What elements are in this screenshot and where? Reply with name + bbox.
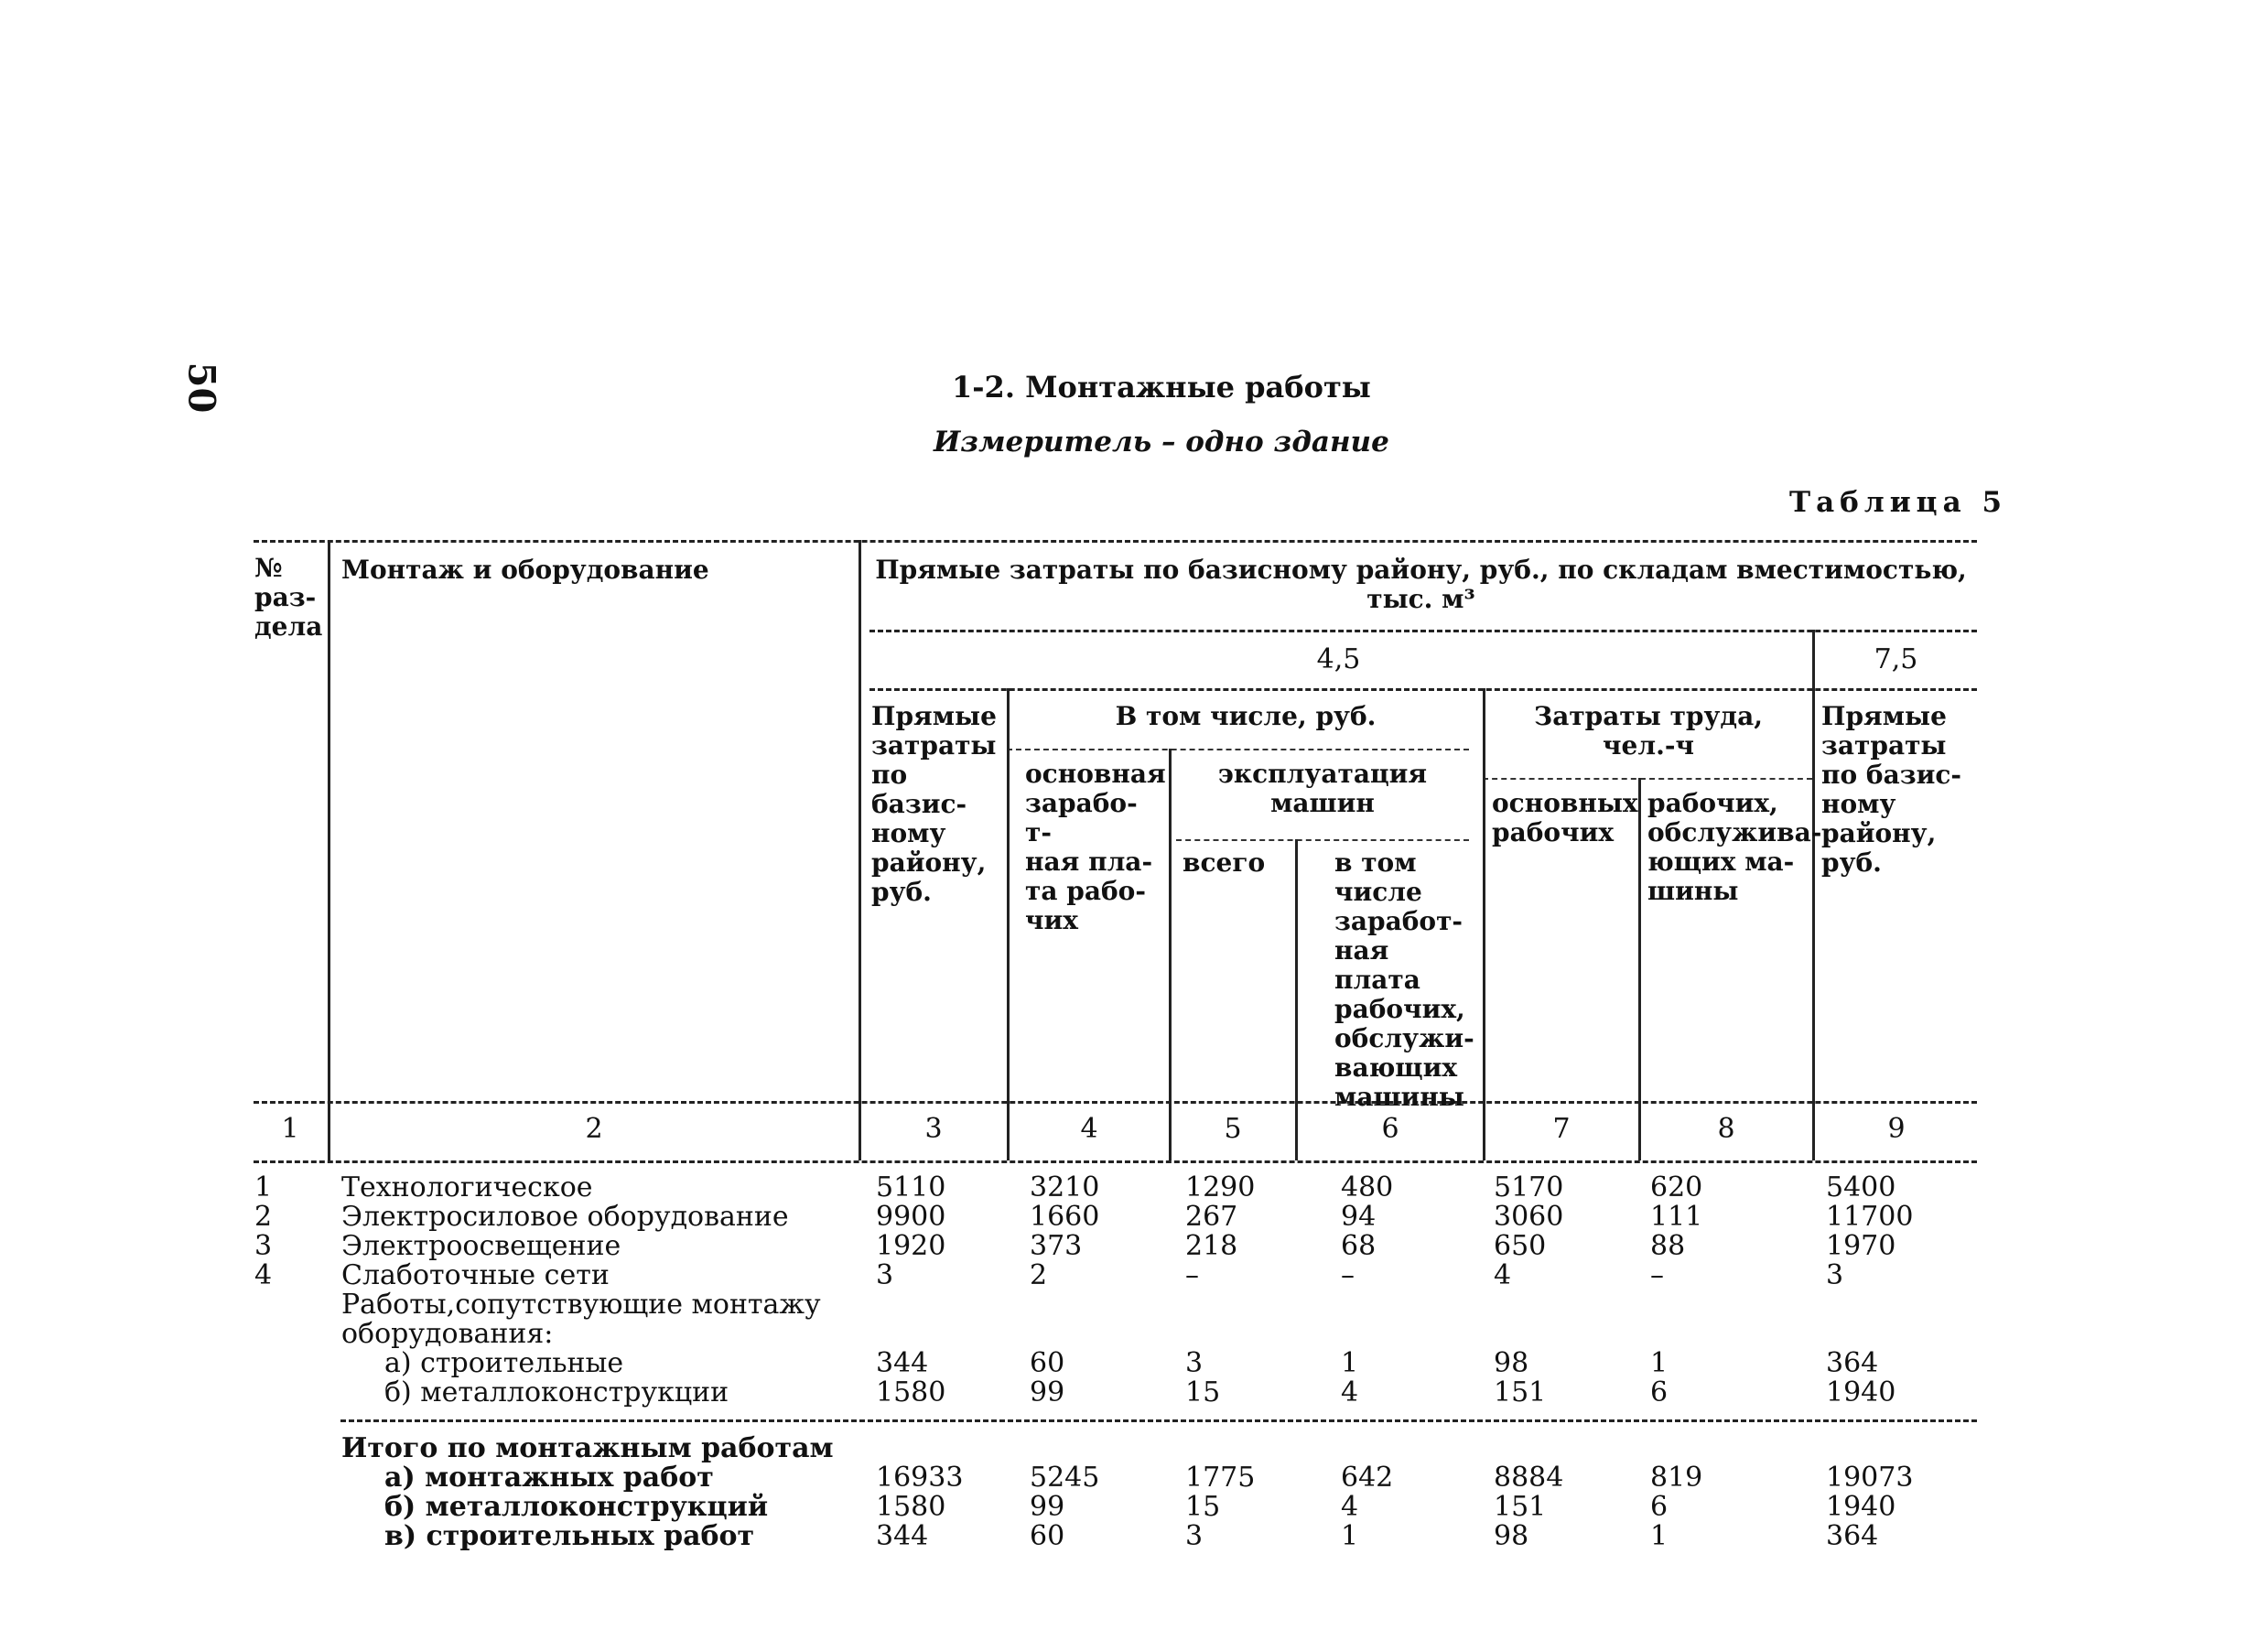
totals-label: Итого по монтажным работам <box>341 1432 834 1464</box>
header-direct-costs-group: Прямые затраты по базисному району, руб., по складам вместимостью, тыс. м³ <box>875 555 1967 614</box>
colnum-9: 9 <box>1887 1113 1906 1145</box>
header-col5: всего <box>1183 847 1266 878</box>
colnum-3: 3 <box>924 1113 943 1145</box>
header-col9: Прямые затраты по базис- ному району, руб. <box>1821 701 1962 878</box>
table-label: Таблица 5 <box>1789 486 2008 519</box>
header-machines: эксплуатация машин <box>1217 759 1428 818</box>
header-capacity-4-5: 4,5 <box>1316 643 1361 675</box>
header-col3: Прямые затраты по базис- ному району, руб. <box>871 701 997 907</box>
measure-subtitle: Измеритель – одно здание <box>934 426 1389 459</box>
colnum-5: 5 <box>1224 1113 1242 1145</box>
header-col7: основных рабочих <box>1492 788 1638 847</box>
header-col8: рабочих, обслужива- ющих ма- шины <box>1647 788 1822 906</box>
header-including: В том числе, руб. <box>1115 701 1377 731</box>
colnum-6: 6 <box>1381 1113 1399 1145</box>
header-col4: основная зарабо-т- ная пла- та рабо- чих <box>1025 759 1166 935</box>
header-col6: в том числе заработ- ная плата рабочих, обслужи- вающих машины <box>1334 847 1474 1112</box>
colnum-2: 2 <box>585 1113 603 1145</box>
colnum-7: 7 <box>1552 1113 1571 1145</box>
colnum-1: 1 <box>281 1113 299 1145</box>
colnum-4: 4 <box>1080 1113 1098 1145</box>
page-number: 50 <box>179 361 223 414</box>
header-capacity-7-5: 7,5 <box>1874 643 1918 675</box>
colnum-8: 8 <box>1717 1113 1735 1145</box>
header-section-number: № раз- дела <box>254 553 323 642</box>
header-labor: Затраты труда, чел.-ч <box>1534 701 1763 761</box>
header-installation: Монтаж и оборудование <box>341 555 709 585</box>
section-title: 1-2. Монтажные работы <box>952 370 1371 405</box>
